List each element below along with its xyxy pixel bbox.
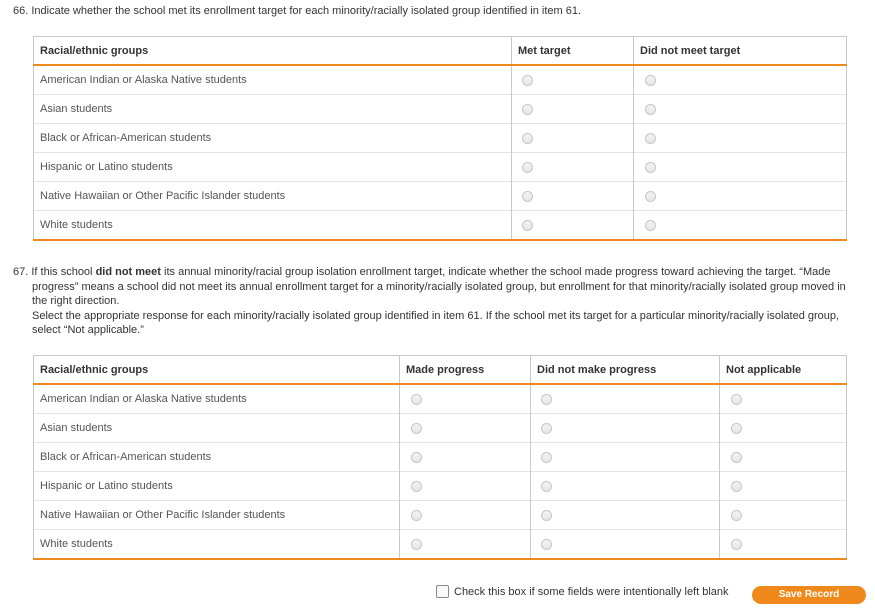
not-applicable-radio[interactable] bbox=[731, 510, 742, 521]
table-row bbox=[34, 124, 847, 153]
no-progress-radio[interactable] bbox=[541, 481, 552, 492]
no-progress-radio[interactable] bbox=[541, 510, 552, 521]
made-progress-radio[interactable] bbox=[411, 510, 422, 521]
row-label: Black or African-American students bbox=[34, 443, 400, 472]
met-target-radio[interactable] bbox=[522, 162, 533, 173]
met-target-radio[interactable] bbox=[522, 104, 533, 115]
met-target-radio[interactable] bbox=[522, 191, 533, 202]
q66-col-not-met: Did not meet target bbox=[634, 37, 847, 66]
no-progress-radio[interactable] bbox=[541, 452, 552, 463]
table-row bbox=[34, 211, 847, 241]
table-row bbox=[34, 153, 847, 182]
not-applicable-radio[interactable] bbox=[731, 481, 742, 492]
q67-table bbox=[33, 355, 847, 560]
q67-header-row bbox=[34, 356, 847, 385]
not-met-radio[interactable] bbox=[645, 75, 656, 86]
row-label: Native Hawaiian or Other Pacific Islander students bbox=[34, 182, 512, 211]
q66-col-met: Met target bbox=[512, 37, 634, 66]
question-67-text bbox=[13, 265, 863, 338]
made-progress-radio[interactable] bbox=[411, 539, 422, 550]
met-target-radio[interactable] bbox=[522, 220, 533, 231]
row-label: Asian students bbox=[34, 95, 512, 124]
table-row bbox=[34, 414, 847, 443]
not-applicable-radio[interactable] bbox=[731, 394, 742, 405]
q67-text-c: Select the appropriate response for each minority/racially isolated group identified in item 61. If the school met its target for a particular minority/racially isolated group, select “Not applicable.” bbox=[32, 309, 840, 336]
blank-fields-checkbox[interactable] bbox=[436, 585, 449, 598]
row-label: Hispanic or Latino students bbox=[34, 153, 512, 182]
not-applicable-radio[interactable] bbox=[731, 452, 742, 463]
made-progress-radio[interactable] bbox=[411, 481, 422, 492]
q67-number: 67. bbox=[13, 266, 29, 278]
q67-col-made-progress: Made progress bbox=[400, 356, 531, 385]
q66-table bbox=[33, 36, 847, 241]
table-row bbox=[34, 384, 847, 414]
table-row bbox=[34, 501, 847, 530]
not-met-radio[interactable] bbox=[645, 104, 656, 115]
table-row bbox=[34, 182, 847, 211]
row-label: Hispanic or Latino students bbox=[34, 472, 400, 501]
row-label: White students bbox=[34, 530, 400, 560]
met-target-radio[interactable] bbox=[522, 133, 533, 144]
table-row bbox=[34, 65, 847, 95]
not-applicable-radio[interactable] bbox=[731, 423, 742, 434]
not-met-radio[interactable] bbox=[645, 162, 656, 173]
not-met-radio[interactable] bbox=[645, 220, 656, 231]
q67-text-a: If this school bbox=[31, 266, 93, 278]
q67-text-b: its annual minority/racial group isolation enrollment target, indicate whether the school made progress toward achieving the target. “Made progress” means a school did not meet its annual enrollment target for a minority/racially isolated group, but enrollment for that minority/racially isolated group moved in the right direction. bbox=[32, 266, 846, 307]
not-met-radio[interactable] bbox=[645, 191, 656, 202]
q67-col-not-applicable: Not applicable bbox=[720, 356, 847, 385]
row-label: Native Hawaiian or Other Pacific Islander students bbox=[34, 501, 400, 530]
table-row bbox=[34, 95, 847, 124]
row-label: American Indian or Alaska Native students bbox=[34, 65, 512, 95]
table-row bbox=[34, 472, 847, 501]
question-66-text: 66. Indicate whether the school met its enrollment target for each minority/racially isolated group identified in item 61. bbox=[13, 5, 582, 17]
q66-col-groups: Racial/ethnic groups bbox=[34, 37, 512, 66]
table-row bbox=[34, 530, 847, 560]
blank-fields-label: Check this box if some fields were intentionally left blank bbox=[454, 585, 729, 598]
made-progress-radio[interactable] bbox=[411, 452, 422, 463]
q67-col-no-progress: Did not make progress bbox=[531, 356, 720, 385]
not-met-radio[interactable] bbox=[645, 133, 656, 144]
made-progress-radio[interactable] bbox=[411, 394, 422, 405]
no-progress-radio[interactable] bbox=[541, 539, 552, 550]
row-label: Black or African-American students bbox=[34, 124, 512, 153]
not-applicable-radio[interactable] bbox=[731, 539, 742, 550]
blank-fields-checkbox-group bbox=[436, 585, 729, 598]
met-target-radio[interactable] bbox=[522, 75, 533, 86]
table-row bbox=[34, 443, 847, 472]
row-label: American Indian or Alaska Native students bbox=[34, 384, 400, 414]
made-progress-radio[interactable] bbox=[411, 423, 422, 434]
q67-col-groups: Racial/ethnic groups bbox=[34, 356, 400, 385]
save-record-button[interactable]: Save Record bbox=[752, 586, 866, 604]
no-progress-radio[interactable] bbox=[541, 394, 552, 405]
no-progress-radio[interactable] bbox=[541, 423, 552, 434]
row-label: White students bbox=[34, 211, 512, 241]
q66-header-row bbox=[34, 37, 847, 66]
row-label: Asian students bbox=[34, 414, 400, 443]
q67-text-bold: did not meet bbox=[95, 266, 161, 278]
